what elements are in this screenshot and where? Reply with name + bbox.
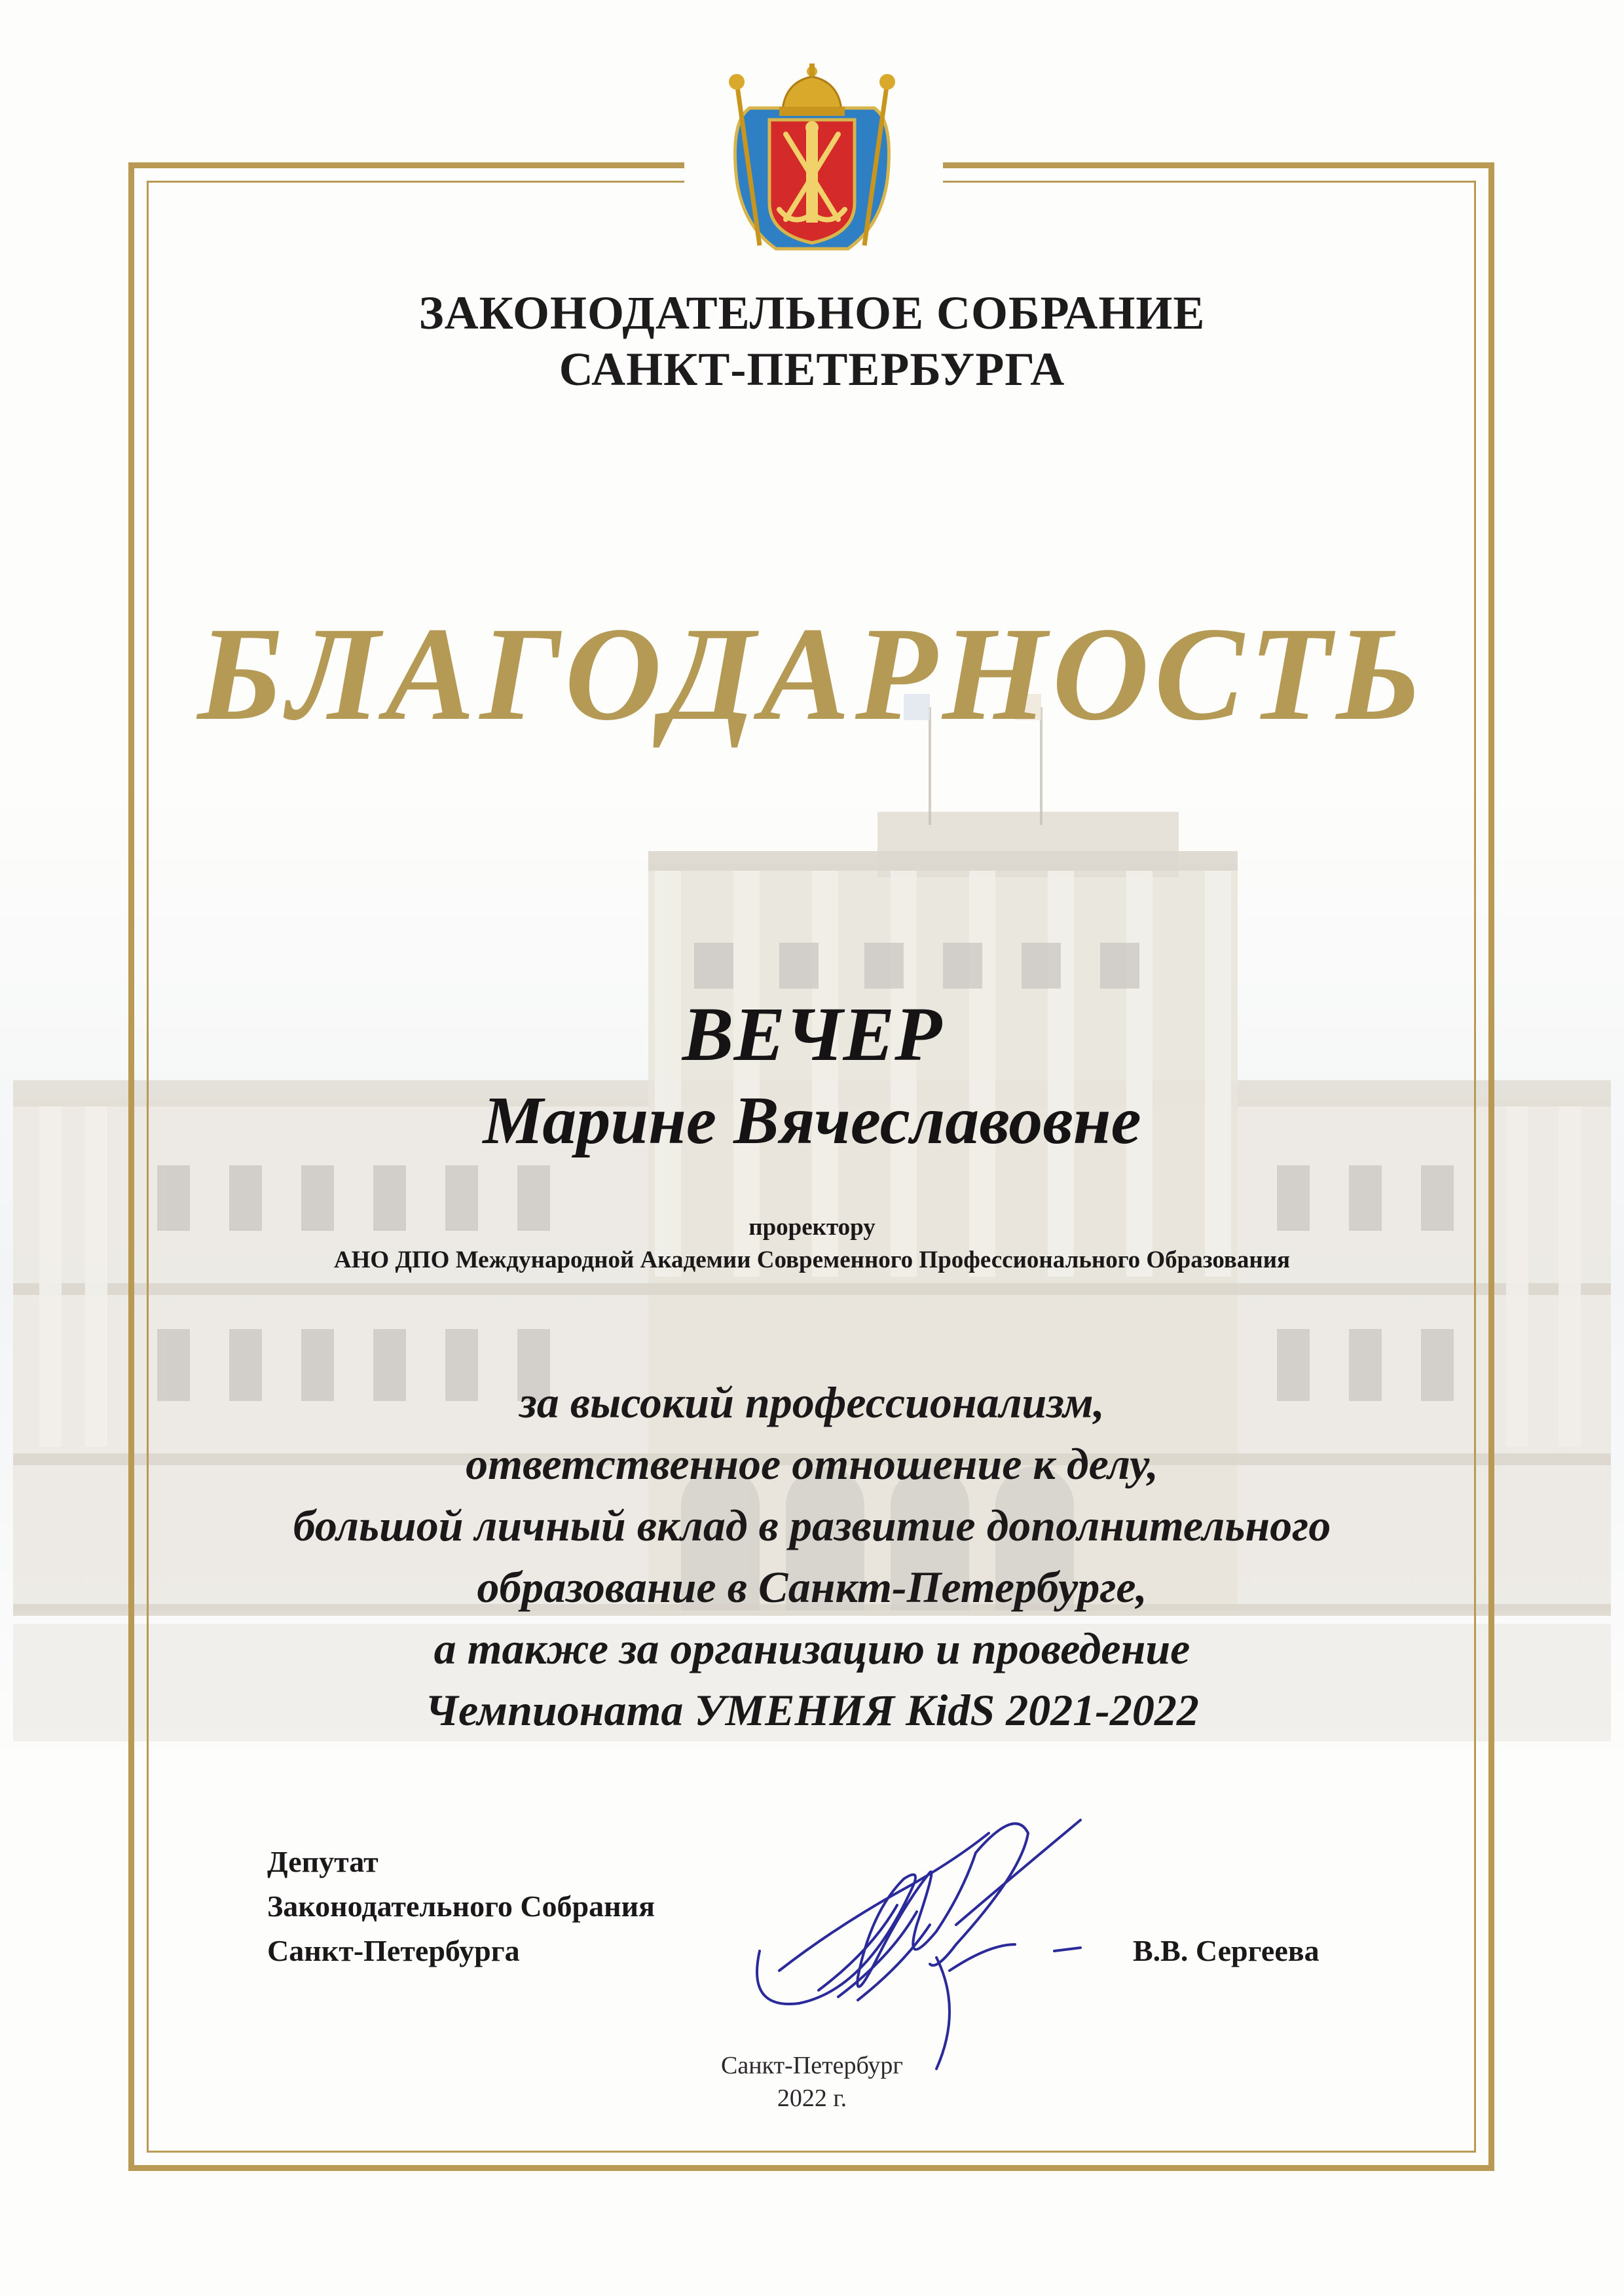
issuer-line-2: САНКТ-ПЕТЕРБУРГА xyxy=(559,343,1065,395)
recipient-position xyxy=(0,1211,1624,1277)
merit-line: ответственное отношение к делу, xyxy=(466,1439,1158,1489)
issue-city: Санкт-Петербург xyxy=(720,2052,904,2079)
signer-name: В.В. Сергеева xyxy=(1133,1934,1320,1967)
merit-line: большой личный вклад в развитие дополнительного xyxy=(293,1501,1331,1550)
signer-title xyxy=(267,1840,655,1973)
handwritten-signature xyxy=(740,1794,1107,2075)
document-title: БЛАГОДАРНОСТЬ xyxy=(197,600,1427,748)
issue-year: 2022 г. xyxy=(777,2085,847,2112)
issuer-title xyxy=(0,285,1624,397)
signer-title-line-1: Депутат xyxy=(267,1845,378,1878)
signer-title-line-2: Законодательного Собрания xyxy=(267,1889,655,1923)
signer-title-line-3: Санкт-Петербурга xyxy=(267,1934,520,1967)
issue-place-date xyxy=(0,2049,1624,2115)
recipient-name: Марине Вячеславовне xyxy=(483,1083,1141,1158)
recipient-surname: ВЕЧЕР xyxy=(682,991,942,1077)
issuer-line-1: ЗАКОНОДАТЕЛЬНОЕ СОБРАНИЕ xyxy=(418,287,1206,339)
position-line-1: проректору xyxy=(748,1214,876,1241)
position-line-2: АНО ДПО Международной Академии Современного Профессионального Образования xyxy=(333,1247,1291,1273)
merit-line: Чемпионата УМЕНИЯ KidS 2021-2022 xyxy=(425,1685,1199,1735)
saint-petersburg-coat-of-arms-icon xyxy=(710,62,913,259)
merit-line: за высокий профессионализм, xyxy=(519,1377,1105,1427)
merit-text xyxy=(0,1372,1624,1741)
merit-line: а также за организацию и проведение xyxy=(434,1624,1190,1673)
merit-line: образование в Санкт-Петербурге, xyxy=(477,1562,1147,1612)
